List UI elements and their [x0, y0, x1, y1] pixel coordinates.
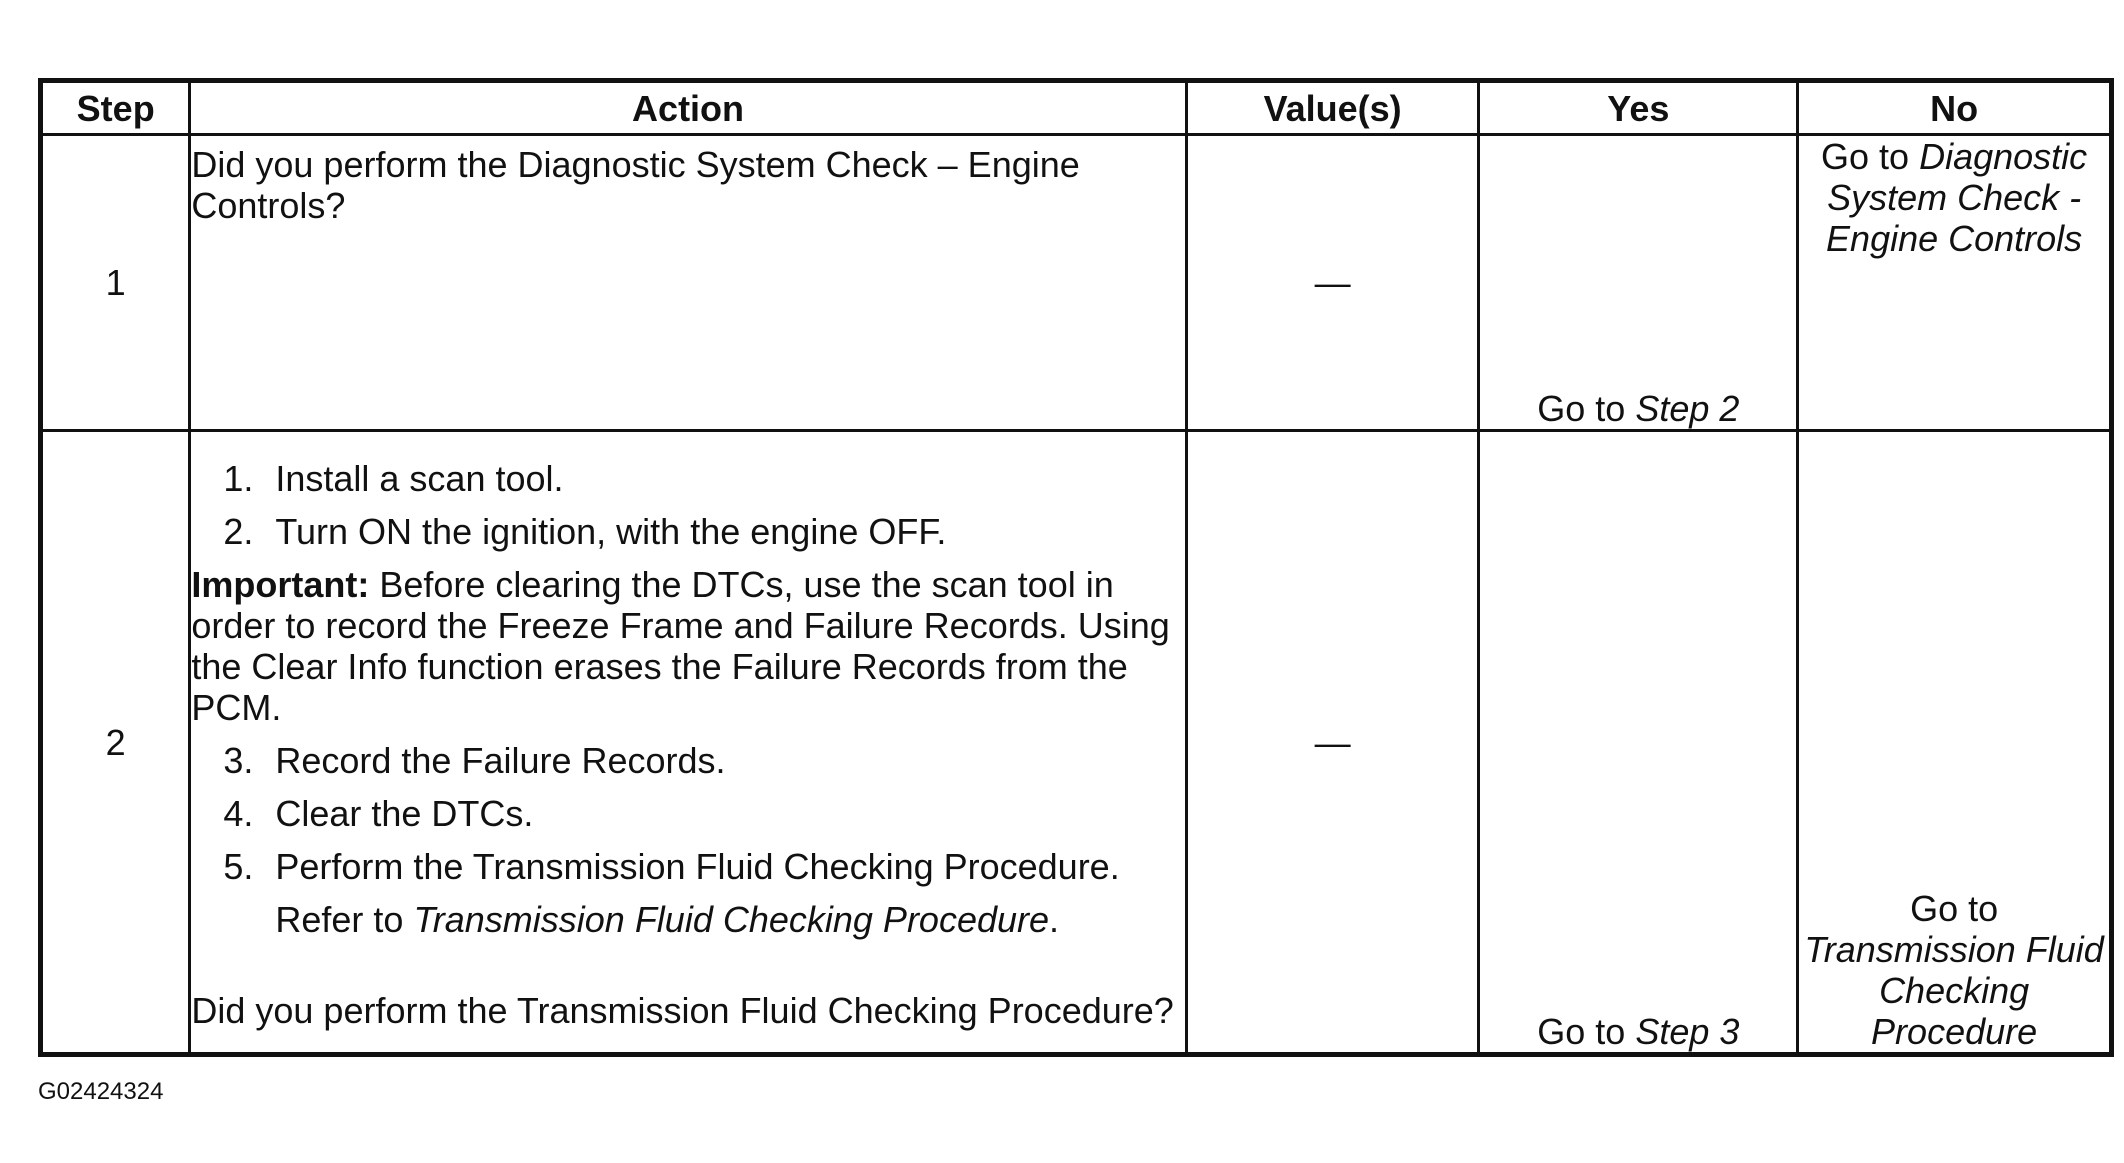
substep-text: Perform the Transmission Fluid Checking Procedure.	[275, 846, 1120, 888]
table-row	[41, 431, 2112, 1055]
refer-note	[191, 899, 1184, 940]
substep-text: Turn ON the ignition, with the engine OFF.	[275, 511, 947, 553]
substep-number: 1.	[223, 458, 254, 500]
no-cell	[1798, 135, 2112, 431]
substep-text: Clear the DTCs.	[275, 793, 534, 835]
step-number: 1	[41, 135, 190, 431]
substep-number: 5.	[223, 846, 254, 888]
header-action: Action	[190, 81, 1186, 135]
substep-number: 2.	[223, 511, 254, 553]
action-cell	[190, 431, 1186, 1055]
yes-link[interactable]: Step 2	[1635, 388, 1740, 430]
substep-item	[191, 846, 1184, 887]
refer-suffix: .	[1049, 899, 1060, 941]
value-cell: —	[1186, 135, 1479, 431]
action-cell	[190, 135, 1186, 431]
important-note	[191, 564, 1184, 728]
yes-link[interactable]: Step 3	[1635, 1011, 1740, 1052]
substep-item	[191, 793, 1184, 834]
header-row	[41, 81, 2112, 135]
substep-list	[191, 740, 1184, 887]
yes-prefix: Go to	[1537, 388, 1626, 430]
no-link[interactable]: Diagnostic System Check - Engine Controls	[1826, 136, 2088, 259]
action-question: Did you perform the Transmission Fluid Checking Procedure?	[191, 990, 1174, 1032]
no-prefix: Go to	[1821, 136, 1910, 177]
yes-cell	[1479, 431, 1798, 1055]
figure-id: G02424324	[38, 1078, 164, 1105]
substep-number: 4.	[223, 793, 254, 835]
step-number: 2	[41, 431, 190, 1055]
substep-number: 3.	[223, 740, 254, 782]
diagnostic-table	[38, 78, 2114, 1057]
header-step: Step	[41, 81, 190, 135]
no-cell	[1798, 431, 2112, 1055]
no-prefix: Go to	[1910, 888, 1999, 929]
value-cell: —	[1186, 431, 1479, 1055]
substep-item	[191, 511, 1184, 552]
substep-text: Install a scan tool.	[275, 458, 564, 500]
substep-text: Record the Failure Records.	[275, 740, 726, 782]
substep-item	[191, 458, 1184, 499]
action-question: Did you perform the Diagnostic System Check – Engine Controls?	[191, 144, 1080, 226]
header-values: Value(s)	[1186, 81, 1479, 135]
important-label: Important:	[191, 564, 370, 606]
important-text: Before clearing the DTCs, use the scan tool in order to record the Freeze Frame and Failure Records. Using the Clear Info function erases the Failure Records from the PCM.	[191, 564, 1170, 729]
substep-item	[191, 740, 1184, 781]
yes-prefix: Go to	[1537, 1011, 1626, 1052]
no-link[interactable]: Transmission Fluid Checking Procedure	[1804, 929, 2104, 1052]
yes-cell	[1479, 135, 1798, 431]
substep-list	[191, 458, 1184, 552]
header-yes: Yes	[1479, 81, 1798, 135]
refer-prefix: Refer to	[275, 899, 404, 941]
refer-link[interactable]: Transmission Fluid Checking Procedure	[413, 899, 1050, 941]
header-no: No	[1798, 81, 2112, 135]
table-row	[41, 135, 2112, 431]
